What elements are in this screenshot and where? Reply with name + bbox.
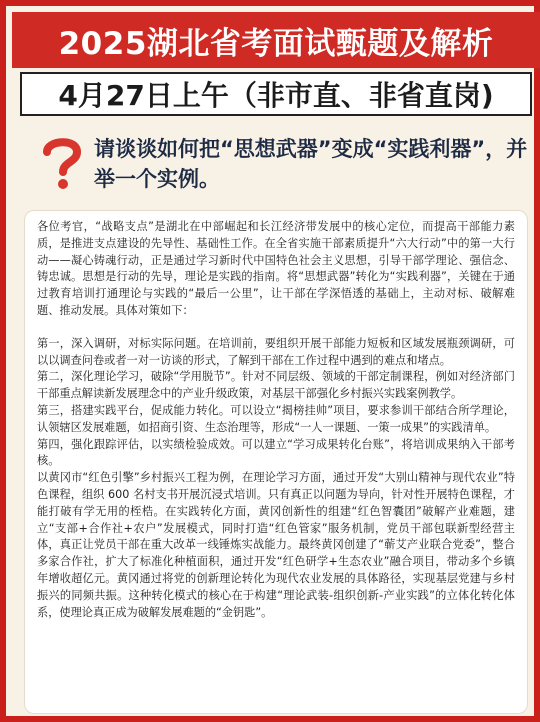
answer-point-2: 第二，深化理论学习，破除“学用脱节”。针对不同层级、领域的干部定制课程，例如对经济部门干部重点解读新发展理念中的产业升级政策，对基层干部强化乡村振兴实践案例教学。 [37,370,515,401]
answer-point-3: 第三，搭建实践平台，促成能力转化。可以设立“揭榜挂帅”项目，要求参训干部结合所学理论，认领辖区发展难题，如招商引资、生态治理等，形成“一人一课题、一策一成果”的实践清单。 [37,403,515,434]
answer-example: 以黄冈市“红色引擎”乡村振兴工程为例，在理论学习方面，通过开发“大别山精神与现代农业”特色课程，组织 600 名村支书开展沉浸式培训。只有真正以问题为导向，针对性开展特色课程，才能打破有学无用的桎梏。在实践转化方面，黄冈创新性的组建“红色智囊团”破解产业难题，建立“支部+合作社+农户”发展模式，同时打造“红色管家”服务机制，党员干部包联新型经营主体，真正让党员干部在重大改革一线锤炼实战能力。最终黄冈创建了“蕲艾产业联合党委”，整合多家合作社，扩大了标准化种植面积，通过开发“红色研学+生态农业”融合项目，带动多个乡镇年增收超亿元。黄冈通过将党的创新理论转化为现代农业发展的具体路径，实现基层党建与乡村振兴的同频共振。这种转化模式的核心在于构建“理论武装-组织创新-产业实践”的立体化转化体系，使理论真正成为破解发展难题的“金钥匙”。 [37,471,515,619]
question-section [20,128,532,204]
answer-intro: 各位考官，“战略支点”是湖北在中部崛起和长江经济带发展中的核心定位，而提高干部能力素质，是推进支点建设的先导性、基础性工作。在全省实施干部素质提升“六大行动”中的第一大行动——凝心铸魂行动，正是通过学习新时代中国特色社会主义思想，引导干部学理论、强信念、铸忠诚。思想是行动的先导，理论是实践的指南。将“思想武器”转化为“实践利器”，关键在于通过教育培训打通理论与实践的“最后一公里”，让干部在学深悟透的基础上，主动对标、破解难题、推动发展。具体对策如下： [37,220,515,317]
page-title: 2025湖北省考面试甄题及解析 [58,25,494,62]
answer-point-4: 第四，强化跟踪评估，以实绩检验成效。可以建立“学习成果转化台账”，将培训成果纳入干部考核。 [37,437,515,468]
question-mark-icon [34,134,90,190]
title-banner [12,12,540,68]
subtitle-box [20,72,532,116]
page-subtitle: 4月27日上午（非市直、非省直岗) [58,79,494,112]
answer-card [24,210,528,714]
answer-point-1: 第一，深入调研，对标实际问题。在培训前，要组织开展干部能力短板和区域发展瓶颈调研，可以以调查问卷或者一对一访谈的形式，了解到干部在工作过程中遇到的难点和堵点。 [37,336,515,367]
question-text: 请谈谈如何把“思想武器”变成“实践利器”，并举一个实例。 [94,137,528,191]
